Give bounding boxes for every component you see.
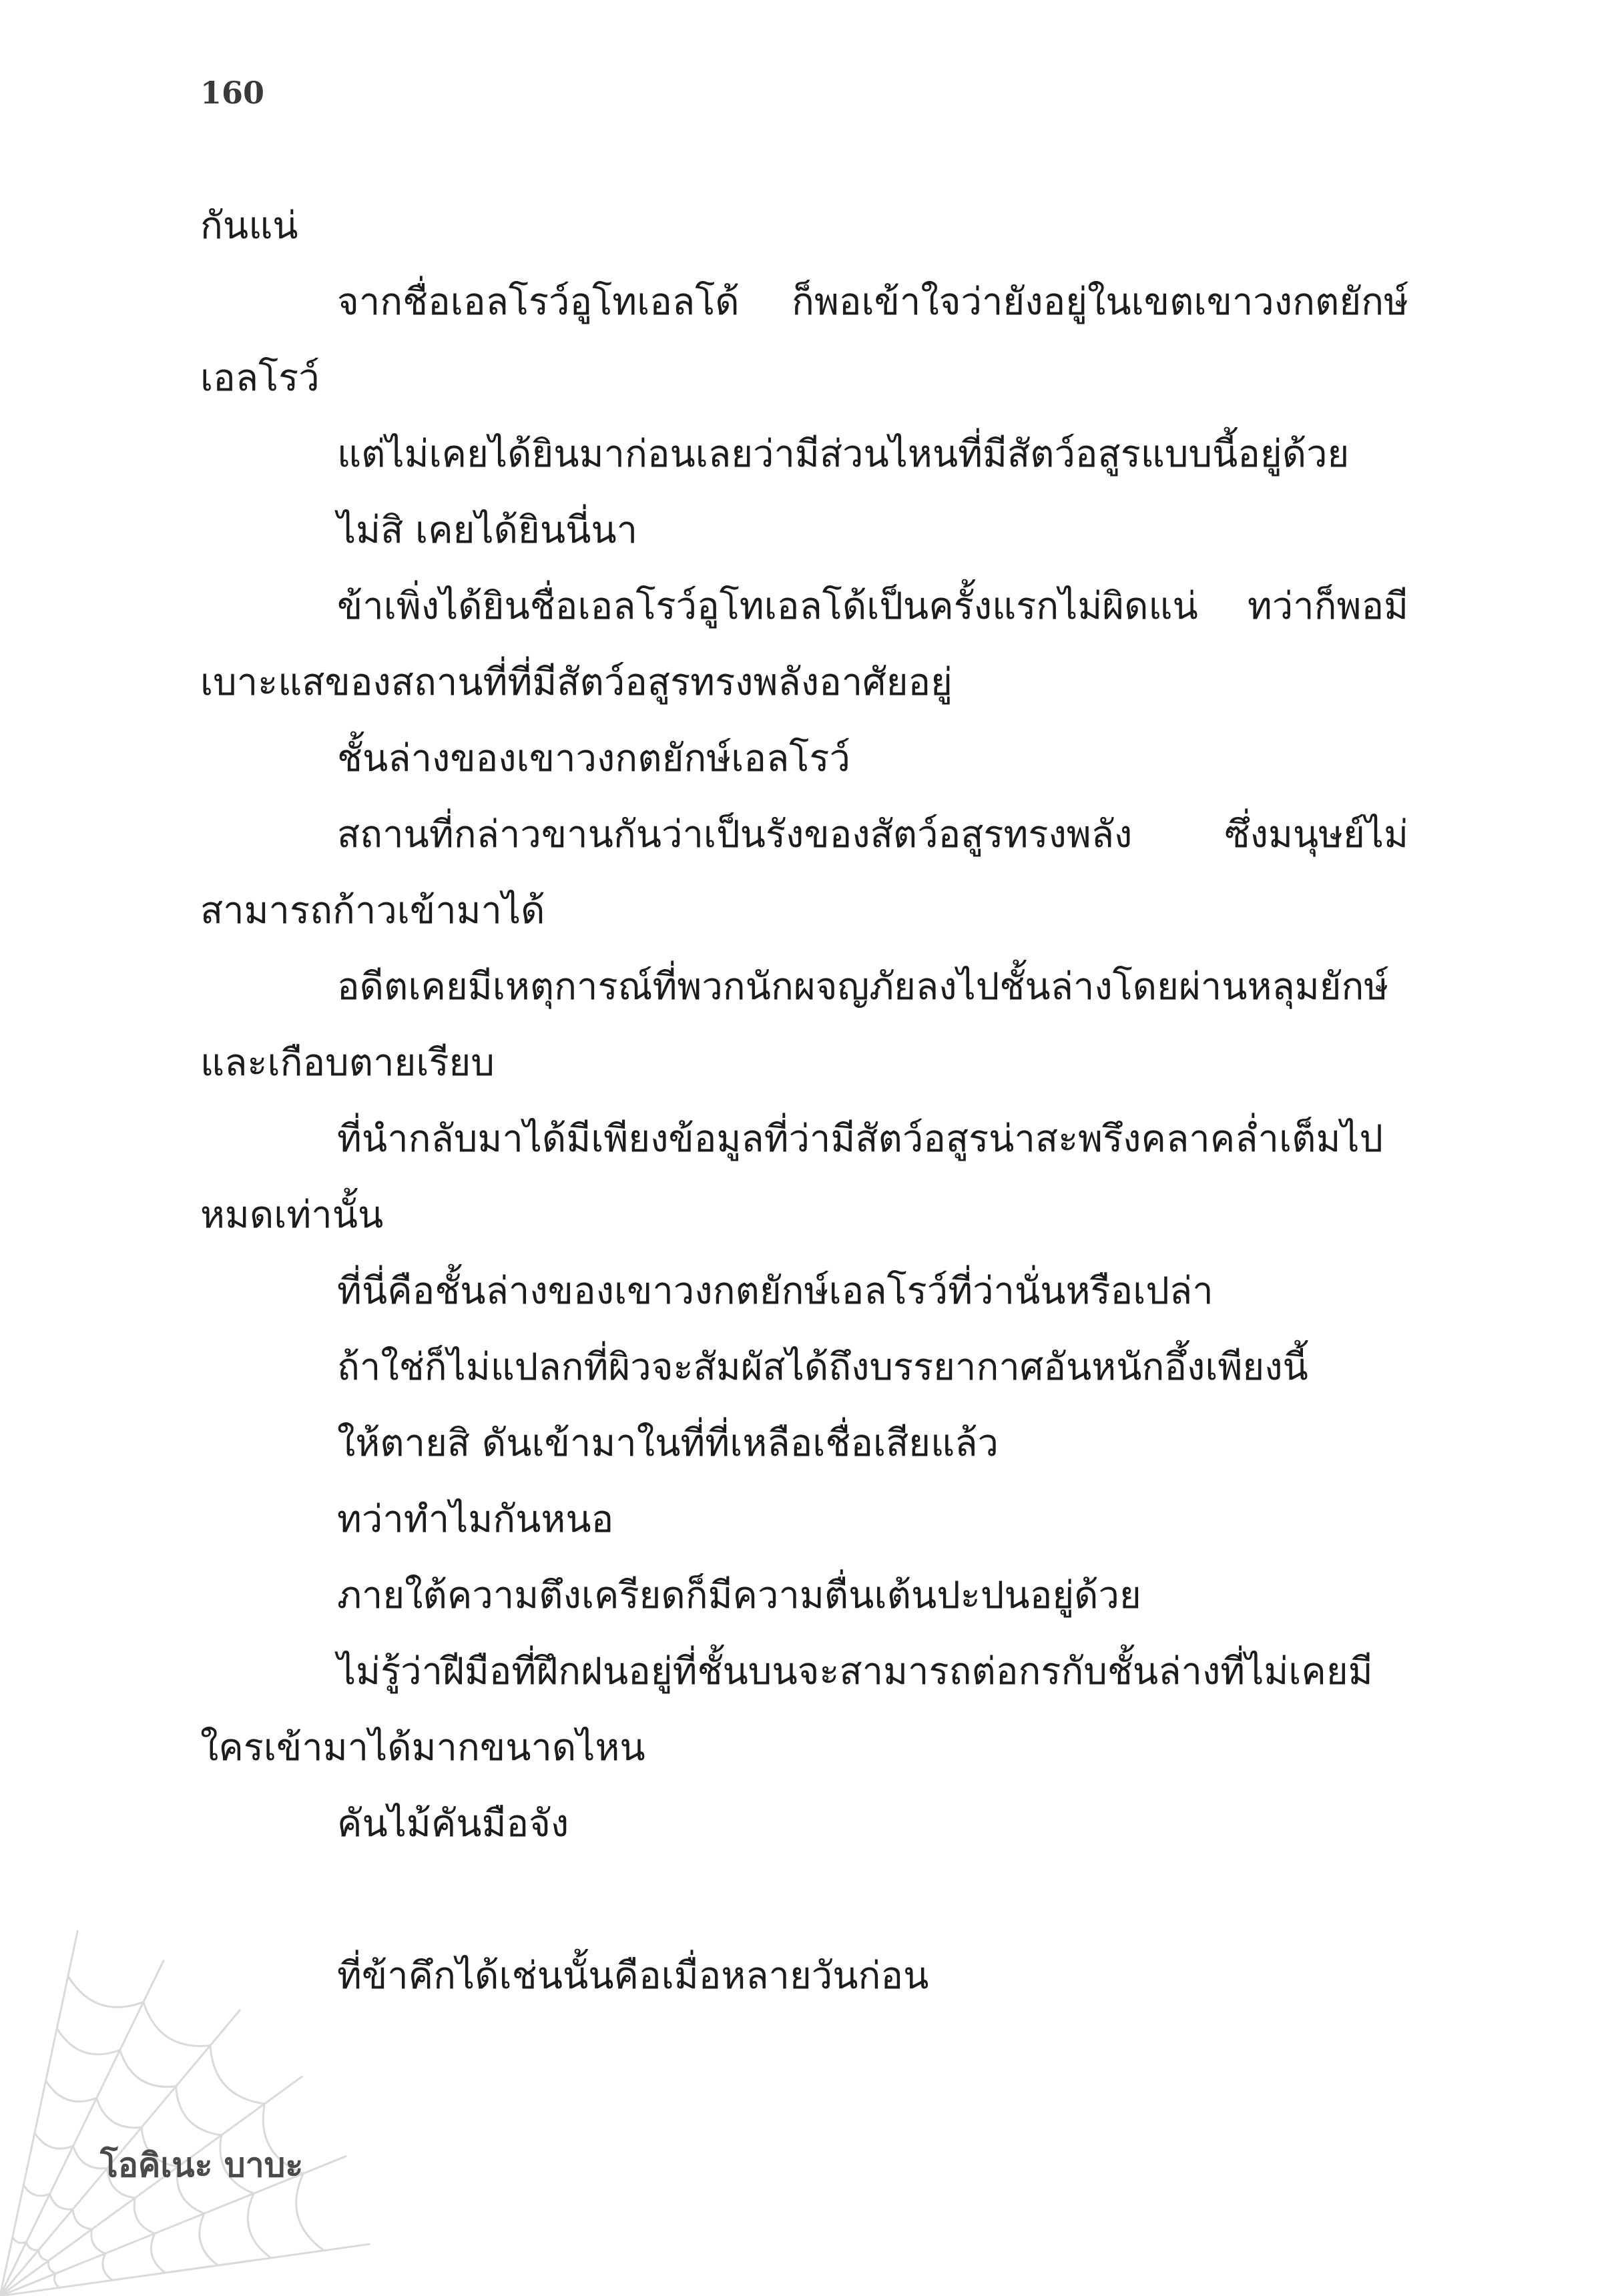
- paragraph: คันไม้คันมือจัง: [337, 1802, 569, 1845]
- paragraph: ที่นี่คือชั้นล่างของเขาวงกตยักษ์เอลโรว์ที่ว่านั่นหรือเปล่า: [337, 1269, 1214, 1313]
- page-number: 160: [200, 75, 265, 111]
- paragraph: ทว่าทำไมกันหนอ: [337, 1498, 614, 1541]
- paragraph: ที่นำกลับมาได้มีเพียงข้อมูลที่ว่ามีสัตว์อสูรน่าสะพรึงคลาคล่ำเต็มไปหมดเท่านั้น: [200, 1117, 1384, 1237]
- cobweb-spoke: [0, 2244, 370, 2296]
- paragraph: แต่ไม่เคยได้ยินมาก่อนเลยว่ามีส่วนไหนที่มีสัตว์อสูรแบบนี้อยู่ด้วย: [337, 433, 1350, 476]
- cobweb-decoration: [0, 1889, 374, 2296]
- author-name: โอคิเนะ บาบะ: [100, 2146, 304, 2185]
- cobweb-ring: [23, 2185, 112, 2281]
- paragraph: กันแน่: [200, 204, 298, 248]
- paragraph: ให้ตายสิ ดันเข้ามาในที่ที่เหลือเชื่อเสียแล้ว: [337, 1422, 999, 1465]
- paragraph: จากชื่อเอลโรว์อูโทเอลโด้ ก็พอเข้าใจว่ายังอยู่ในเขตเขาวงกตยักษ์เอลโรว์: [200, 280, 1408, 400]
- paragraph: สถานที่กล่าวขานกันว่าเป็นรังของสัตว์อสูรทรงพลัง ซึ่งมนุษย์ไม่สามารถก้าวเข้ามาได้: [200, 813, 1408, 932]
- paragraph: ข้าเพิ่งได้ยินชื่อเอลโรว์อูโทเอลโด้เป็นครั้งแรกไม่ผิดแน่ ทว่าก็พอมีเบาะแสของสถานที่ที่มีสัตว์อสูรทรงพลังอาศัยอยู่: [200, 585, 1408, 704]
- paragraph: ที่ข้าคึกได้เช่นนั้นคือเมื่อหลายวันก่อน: [337, 1954, 929, 1998]
- paragraph: อดีตเคยมีเหตุการณ์ที่พวกนักผจญภัยลงไปชั้นล่างโดยผ่านหลุมยักษ์และเกือบตายเรียบ: [200, 965, 1389, 1085]
- cobweb-ring: [13, 2237, 59, 2288]
- paragraph: ไม่รู้ว่าฝีมือที่ฝึกฝนอยู่ที่ชั้นบนจะสามารถต่อกรกับชั้นล่างที่ไม่เคยมีใครเข้ามาได้มากขนาดไหน: [200, 1650, 1373, 1769]
- cobweb-spoke: [0, 1930, 77, 2296]
- paragraph: ชั้นล่างของเขาวงกตยักษ์เอลโรว์: [337, 737, 850, 780]
- body-text: [200, 188, 1408, 2014]
- paragraph: ภายใต้ความตึงเครียดก็มีความตื่นเต้นปะปนอยู่ด้วย: [337, 1574, 1141, 1617]
- paragraph: ถ้าใช่ก็ไม่แปลกที่ผิวจะสัมผัสได้ถึงบรรยากาศอันหนักอึ้งเพียงนี้: [337, 1346, 1308, 1389]
- paragraph: ไม่สิ เคยได้ยินนี่นา: [337, 509, 638, 552]
